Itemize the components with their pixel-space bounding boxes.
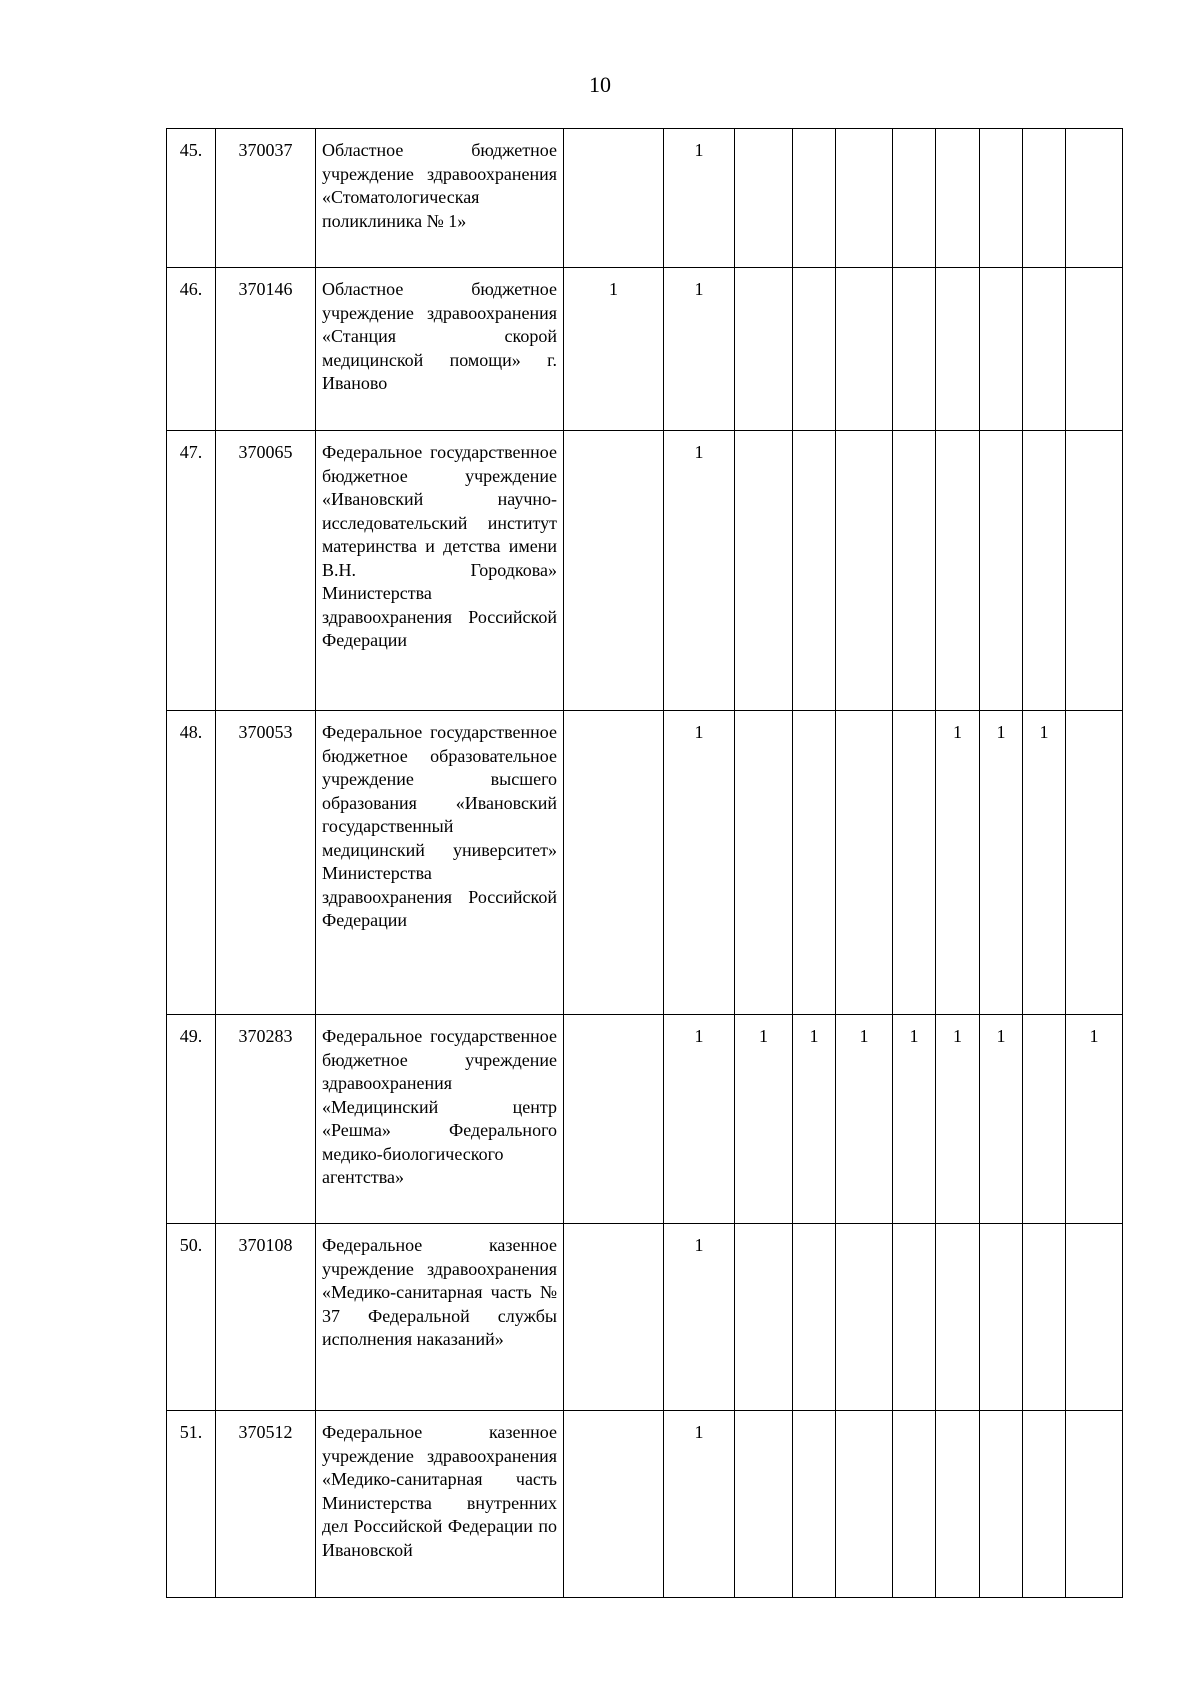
mark-cell	[836, 711, 893, 1015]
mark-cell: 1	[664, 1411, 735, 1598]
row-number-cell: 47.	[167, 431, 216, 711]
mark-cell	[936, 129, 980, 268]
mark-cell	[980, 1411, 1023, 1598]
mark-cell	[1066, 1224, 1123, 1411]
institutions-table	[166, 128, 1123, 1598]
mark-cell	[1023, 1411, 1066, 1598]
mark-cell	[564, 431, 664, 711]
mark-cell	[564, 1015, 664, 1224]
institution-name-cell: Областное бюджетное учреждение здравоохранения «Станция скорой медицинской помощи» г. Иваново	[316, 268, 564, 431]
mark-cell	[564, 129, 664, 268]
mark-cell: 1	[664, 1224, 735, 1411]
mark-cell: 1	[664, 431, 735, 711]
mark-cell: 1	[664, 1015, 735, 1224]
table-row	[167, 1411, 1123, 1598]
table-row	[167, 129, 1123, 268]
mark-cell	[793, 129, 836, 268]
table-row	[167, 1015, 1123, 1224]
mark-cell	[1066, 129, 1123, 268]
mark-cell: 1	[1023, 711, 1066, 1015]
mark-cell	[893, 268, 936, 431]
row-number-cell: 46.	[167, 268, 216, 431]
mark-cell	[1023, 431, 1066, 711]
table-row	[167, 1224, 1123, 1411]
institution-name-cell: Федеральное государственное бюджетное учреждение «Ивановский научно-исследовательский институт материнства и детства имени В.Н. Городкова» Министерства здравоохранения Российской Федерации	[316, 431, 564, 711]
mark-cell: 1	[936, 711, 980, 1015]
institution-code-cell: 370053	[216, 711, 316, 1015]
mark-cell	[735, 129, 793, 268]
mark-cell	[735, 711, 793, 1015]
mark-cell	[1023, 1015, 1066, 1224]
institution-code-cell: 370037	[216, 129, 316, 268]
table-row	[167, 711, 1123, 1015]
row-number-cell: 51.	[167, 1411, 216, 1598]
mark-cell	[936, 1411, 980, 1598]
mark-cell	[836, 1411, 893, 1598]
mark-cell: 1	[664, 268, 735, 431]
institution-code-cell: 370108	[216, 1224, 316, 1411]
institution-code-cell: 370065	[216, 431, 316, 711]
mark-cell	[980, 431, 1023, 711]
table-row	[167, 431, 1123, 711]
mark-cell	[564, 1411, 664, 1598]
mark-cell: 1	[664, 129, 735, 268]
institution-name-cell: Областное бюджетное учреждение здравоохранения «Стоматологическая поликлиника № 1»	[316, 129, 564, 268]
mark-cell	[735, 268, 793, 431]
mark-cell	[793, 431, 836, 711]
institution-name-cell: Федеральное казенное учреждение здравоохранения «Медико-санитарная часть Министерства внутренних дел Российской Федерации по Ивановской	[316, 1411, 564, 1598]
mark-cell	[793, 1411, 836, 1598]
mark-cell	[836, 1224, 893, 1411]
mark-cell: 1	[936, 1015, 980, 1224]
mark-cell	[893, 1411, 936, 1598]
institution-name-cell: Федеральное казенное учреждение здравоохранения «Медико-санитарная часть № 37 Федеральной службы исполнения наказаний»	[316, 1224, 564, 1411]
institution-code-cell: 370283	[216, 1015, 316, 1224]
row-number-cell: 48.	[167, 711, 216, 1015]
mark-cell	[1066, 711, 1123, 1015]
institution-code-cell: 370146	[216, 268, 316, 431]
mark-cell	[1066, 431, 1123, 711]
mark-cell	[893, 1224, 936, 1411]
mark-cell	[1066, 268, 1123, 431]
mark-cell	[836, 431, 893, 711]
mark-cell	[793, 268, 836, 431]
mark-cell	[564, 1224, 664, 1411]
mark-cell	[564, 711, 664, 1015]
mark-cell	[1023, 1224, 1066, 1411]
mark-cell	[1066, 1411, 1123, 1598]
row-number-cell: 49.	[167, 1015, 216, 1224]
mark-cell	[836, 268, 893, 431]
mark-cell: 1	[893, 1015, 936, 1224]
institution-name-cell: Федеральное государственное бюджетное образовательное учреждение высшего образования «Ивановский государственный медицинский университет» Министерства здравоохранения Российской Федерации	[316, 711, 564, 1015]
institution-code-cell: 370512	[216, 1411, 316, 1598]
mark-cell	[836, 129, 893, 268]
mark-cell	[1023, 129, 1066, 268]
mark-cell	[936, 1224, 980, 1411]
mark-cell	[980, 268, 1023, 431]
mark-cell	[1023, 268, 1066, 431]
mark-cell: 1	[793, 1015, 836, 1224]
page-number: 10	[589, 72, 611, 97]
mark-cell	[936, 431, 980, 711]
mark-cell	[735, 431, 793, 711]
table-row	[167, 268, 1123, 431]
mark-cell	[980, 1224, 1023, 1411]
mark-cell: 1	[980, 711, 1023, 1015]
institution-name-cell: Федеральное государственное бюджетное учреждение здравоохранения «Медицинский центр «Решма» Федерального медико-биологического агентства»	[316, 1015, 564, 1224]
mark-cell	[793, 711, 836, 1015]
mark-cell	[893, 431, 936, 711]
mark-cell: 1	[735, 1015, 793, 1224]
mark-cell	[980, 129, 1023, 268]
mark-cell	[735, 1411, 793, 1598]
mark-cell: 1	[564, 268, 664, 431]
mark-cell	[893, 711, 936, 1015]
mark-cell	[735, 1224, 793, 1411]
mark-cell: 1	[1066, 1015, 1123, 1224]
row-number-cell: 45.	[167, 129, 216, 268]
mark-cell	[936, 268, 980, 431]
row-number-cell: 50.	[167, 1224, 216, 1411]
mark-cell: 1	[980, 1015, 1023, 1224]
mark-cell	[893, 129, 936, 268]
mark-cell	[793, 1224, 836, 1411]
mark-cell: 1	[664, 711, 735, 1015]
mark-cell: 1	[836, 1015, 893, 1224]
